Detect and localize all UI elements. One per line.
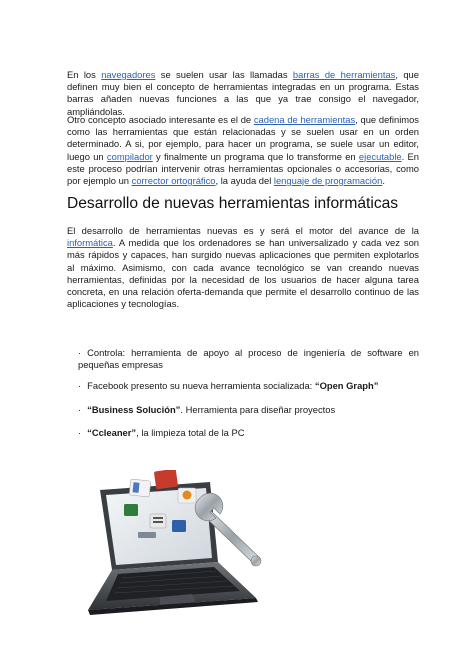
section-heading: Desarrollo de nuevas herramientas informáticas bbox=[67, 195, 399, 212]
link-informatica[interactable]: informática bbox=[67, 237, 113, 249]
list-item-bold: “Ccleaner” bbox=[87, 427, 137, 438]
laptop-tools-illustration bbox=[60, 470, 270, 620]
list-item-bold: “Open Graph” bbox=[314, 380, 379, 391]
text: , la ayuda del bbox=[215, 175, 274, 187]
link-compilador[interactable]: compilador bbox=[106, 150, 153, 162]
text: y finalmente un programa que lo transforme en bbox=[152, 150, 359, 162]
bullet-dot: · bbox=[78, 347, 82, 358]
list-item bbox=[78, 380, 419, 392]
list-item-text: Facebook presento su nueva herramienta socializada: bbox=[87, 380, 315, 391]
link-navegadores[interactable]: navegadores bbox=[101, 69, 156, 80]
list-item bbox=[78, 404, 419, 416]
text: , que definimos como las herramientas que están relacionadas y se suelen usar en un orden determinado. A si, por ejemplo, para hacer un programa, se suele usar un editor, luego un bbox=[67, 114, 419, 162]
bullet-dot: · bbox=[78, 404, 82, 415]
paragraph-navegadores bbox=[67, 69, 419, 118]
text: . En este proceso podrían intervenir otras herramientas opcionales o accesorias, como por ejemplo un bbox=[67, 150, 420, 187]
link-barras-de-herramientas[interactable]: barras de herramientas bbox=[292, 69, 396, 80]
list-item-text: Controla: herramienta de apoyo al proceso de ingeniería de software en pequeñas empresas bbox=[78, 347, 419, 371]
link-lenguaje-de-programacion[interactable]: lenguaje de programación bbox=[273, 175, 383, 187]
list-item-text: , la limpieza total de la PC bbox=[136, 427, 245, 438]
link-ejecutable[interactable]: ejecutable bbox=[358, 150, 402, 162]
text: Otro concepto asociado interesante es el de bbox=[67, 114, 254, 125]
text: En los bbox=[67, 69, 102, 80]
link-cadena-de-herramientas[interactable]: cadena de herramientas bbox=[253, 114, 356, 125]
paragraph-desarrollo bbox=[67, 225, 419, 310]
list-item-bold: “Business Solución” bbox=[87, 404, 181, 415]
link-corrector-ortografico[interactable]: corrector ortográfico bbox=[131, 175, 216, 187]
paragraph-cadena bbox=[67, 114, 419, 187]
list-item-text: . Herramienta para diseñar proyectos bbox=[180, 404, 336, 415]
text: . bbox=[382, 175, 385, 187]
text: El desarrollo de herramientas nuevas es y será el motor del avance de la bbox=[67, 225, 419, 236]
list-item bbox=[78, 427, 419, 439]
laptop-icon bbox=[88, 482, 258, 615]
text: se suelen usar las llamadas bbox=[155, 69, 293, 80]
text: , que definen muy bien el concepto de herramientas integradas en un programa. Estas barras añaden nuevas funciones a las que ya trae consigo el navegador, ampliándolas. bbox=[67, 69, 419, 117]
bullet-dot: · bbox=[78, 380, 82, 391]
bullet-dot: · bbox=[78, 427, 82, 438]
list-item bbox=[78, 347, 419, 371]
text: . A medida que los ordenadores se han universalizado y cada vez son más rápidos y capaces, han surgido nuevas aplicaciones que permiten explotarlos al máximo. Asimismo, con cada avance tecnológico se van creando nuevas herramientas, definidas por la necesidad de los usuarios de hacer alguna tarea concreta, en una relación oferta-demanda que permite el desarrollo continuo de las aplicaciones y tecnologías. bbox=[67, 237, 419, 310]
